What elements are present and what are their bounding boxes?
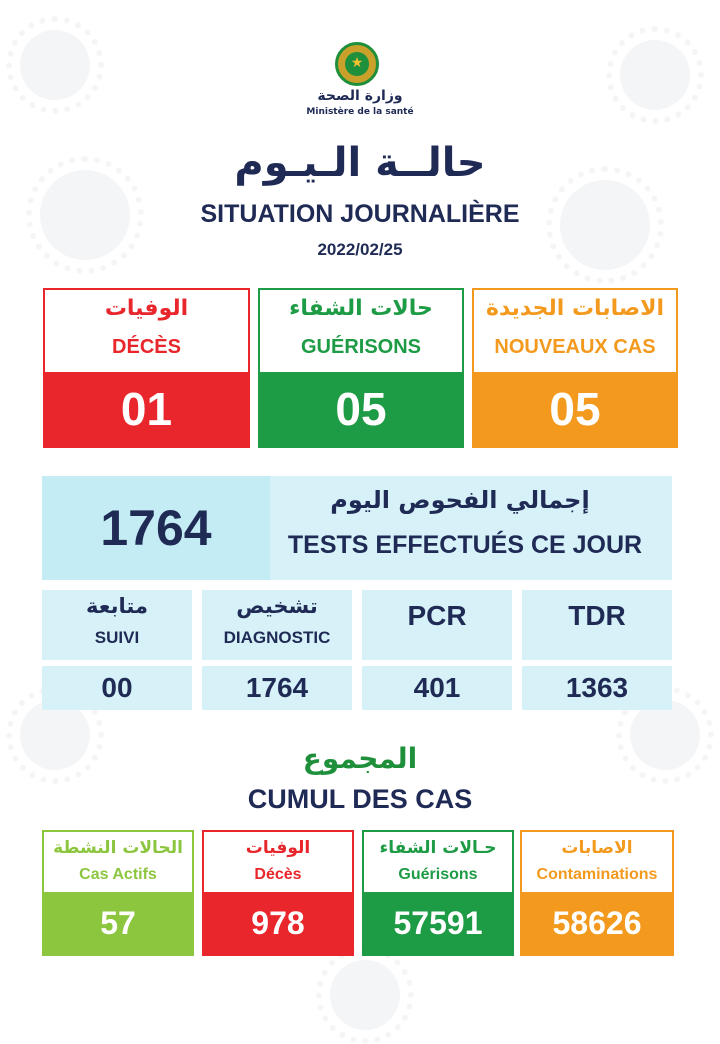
- virus-decoration: [20, 30, 90, 100]
- cumulative-value: 57: [44, 892, 192, 954]
- breakdown-label-fr: DIAGNOSTIC: [223, 628, 331, 647]
- cumulative-label-ar: الحالات النشطة: [53, 838, 183, 858]
- virus-decoration: [40, 170, 130, 260]
- card-recoveries: [258, 288, 464, 448]
- ministry-emblem: ★: [335, 42, 379, 86]
- breakdown-suivi: [42, 590, 192, 710]
- tests-label-ar: إجمالي الفحوص اليوم: [330, 486, 590, 514]
- breakdown-value: 1363: [565, 672, 629, 703]
- tests-label-fr: TESTS EFFECTUÉS CE JOUR: [287, 531, 643, 559]
- cumulative-value: 57591: [364, 892, 512, 954]
- tests-total-value: 1764: [100, 500, 212, 556]
- breakdown-value: 1764: [245, 672, 309, 703]
- cumulative-label-fr: Guérisons: [398, 866, 478, 883]
- card-value: 05: [474, 372, 676, 446]
- breakdown-value: 00: [101, 672, 133, 703]
- cumulative-title-fr: CUMUL DES CAS: [247, 784, 473, 814]
- breakdown-label-ar: متابعة: [86, 594, 148, 618]
- card-label-ar: الاصابات الجديدة: [485, 296, 665, 321]
- cumulative-contaminations: [520, 830, 674, 956]
- virus-decoration: [330, 960, 400, 1030]
- breakdown-value: 401: [413, 672, 461, 703]
- card-new-cases: [472, 288, 678, 448]
- card-label-fr: DÉCÈS: [112, 336, 181, 358]
- virus-decoration: [620, 40, 690, 110]
- report-date: 2022/02/25: [317, 240, 403, 259]
- breakdown-label-ar: تشخيص: [236, 594, 318, 618]
- breakdown-label: TDR: [568, 600, 626, 631]
- breakdown-label-fr: SUIVI: [94, 628, 140, 647]
- cumulative-deaths: [202, 830, 354, 956]
- breakdown-pcr: [362, 590, 512, 710]
- cumulative-label-fr: Contaminations: [536, 866, 658, 883]
- card-label-fr: GUÉRISONS: [300, 336, 422, 358]
- cumulative-value: 978: [204, 892, 352, 954]
- card-label-fr: NOUVEAUX CAS: [494, 336, 656, 358]
- card-label-ar: حالات الشفاء: [289, 296, 433, 321]
- ministry-name-fr: Ministère de la santé: [306, 107, 414, 117]
- card-value: 01: [45, 372, 248, 446]
- cumulative-title-ar: المجموع: [302, 742, 418, 775]
- breakdown-diagnostic: [202, 590, 352, 710]
- ministry-name-ar: وزارة الصحة: [317, 88, 403, 104]
- cumulative-label-fr: Cas Actifs: [79, 866, 157, 883]
- cumulative-value: 58626: [522, 892, 672, 954]
- breakdown-tdr: [522, 590, 672, 710]
- cumulative-label-fr: Décès: [254, 866, 302, 883]
- title-fr: SITUATION JOURNALIÈRE: [200, 200, 520, 228]
- title-ar: حالــة الـيـوم: [234, 140, 486, 186]
- virus-decoration: [630, 700, 700, 770]
- cumulative-active: [42, 830, 194, 956]
- cumulative-label-ar: الوفيات: [245, 838, 311, 858]
- card-value: 05: [260, 372, 462, 446]
- breakdown-label: PCR: [407, 600, 467, 631]
- card-deaths: [43, 288, 250, 448]
- cumulative-label-ar: الاصابات: [561, 838, 633, 858]
- cumulative-label-ar: حـالات الشفاء: [379, 838, 497, 858]
- virus-decoration: [20, 700, 90, 770]
- cumulative-recoveries: [362, 830, 514, 956]
- card-label-ar: الوفيات: [104, 296, 189, 321]
